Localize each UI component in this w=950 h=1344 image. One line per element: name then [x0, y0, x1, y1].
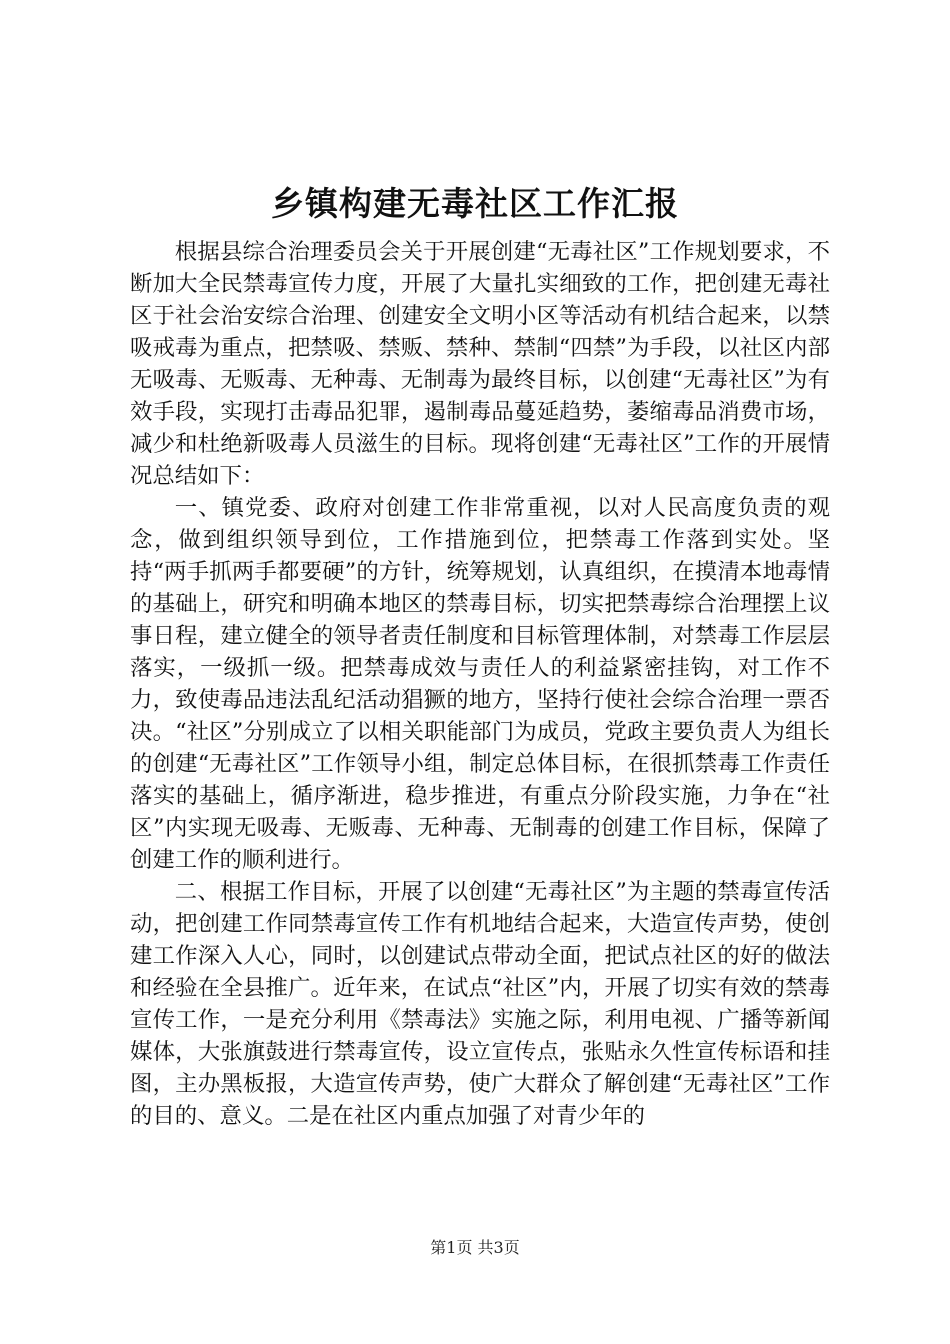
paragraph-section-1: 一、镇党委、政府对创建工作非常重视，以对人民高度负责的观念，做到组织领导到位，工作措施到位，把禁毒工作落到实处。坚持“两手抓两手都要硬”的方针，统筹规划，认真组织，在摸清本地毒情的基础上，研究和明确本地区的禁毒目标，切实把禁毒综合治理摆上议事日程，建立健全的领导者责任制度和目标管理体制，对禁毒工作层层落实，一级抓一级。把禁毒成效与责任人的利益紧密挂钩，对工作不力，致使毒品违法乱纪活动猖獗的地方，坚持行使社会综合治理一票否决。“社区”分别成立了以相关职能部门为成员，党政主要负责人为组长的创建“无毒社区”工作领导小组，制定总体目标，在很抓禁毒工作责任落实的基础上，循序渐进，稳步推进，有重点分阶段实施，力争在“社区”内实现无吸毒、无贩毒、无种毒、无制毒的创建工作目标，保障了创建工作的顺利进行。 [130, 495, 830, 873]
document-body [130, 236, 830, 1132]
paragraph-section-2: 二、根据工作目标，开展了以创建“无毒社区”为主题的禁毒宣传活动，把创建工作同禁毒宣传工作有机地结合起来，大造宣传声势，使创建工作深入人心，同时，以创建试点带动全面，把试点社区的好的做法和经验在全县推广。近年来，在试点“社区”内，开展了切实有效的禁毒宣传工作，一是充分利用《禁毒法》实施之际，利用电视、广播等新闻媒体，大张旗鼓进行禁毒宣传，设立宣传点，张贴永久性宣传标语和挂图，主办黑板报，大造宣传声势，使广大群众了解创建“无毒社区”工作的目的、意义。二是在社区内重点加强了对青少年的 [130, 879, 830, 1129]
document-title: 乡镇构建无毒社区工作汇报 [271, 184, 679, 223]
paragraph-intro: 根据县综合治理委员会关于开展创建“无毒社区”工作规划要求，不断加大全民禁毒宣传力度，开展了大量扎实细致的工作，把创建无毒社区于社会治安综合治理、创建安全文明小区等活动有机结合起来，以禁吸戒毒为重点，把禁吸、禁贩、禁种、禁制“四禁”为手段，以社区内部无吸毒、无贩毒、无种毒、无制毒为最终目标，以创建“无毒社区”为有效手段，实现打击毒品犯罪，遏制毒品蔓延趋势，萎缩毒品消费市场，减少和杜绝新吸毒人员滋生的目标。现将创建“无毒社区”工作的开展情况总结如下： [130, 239, 830, 489]
page-footer: 第1页 共3页 [430, 1238, 520, 1257]
